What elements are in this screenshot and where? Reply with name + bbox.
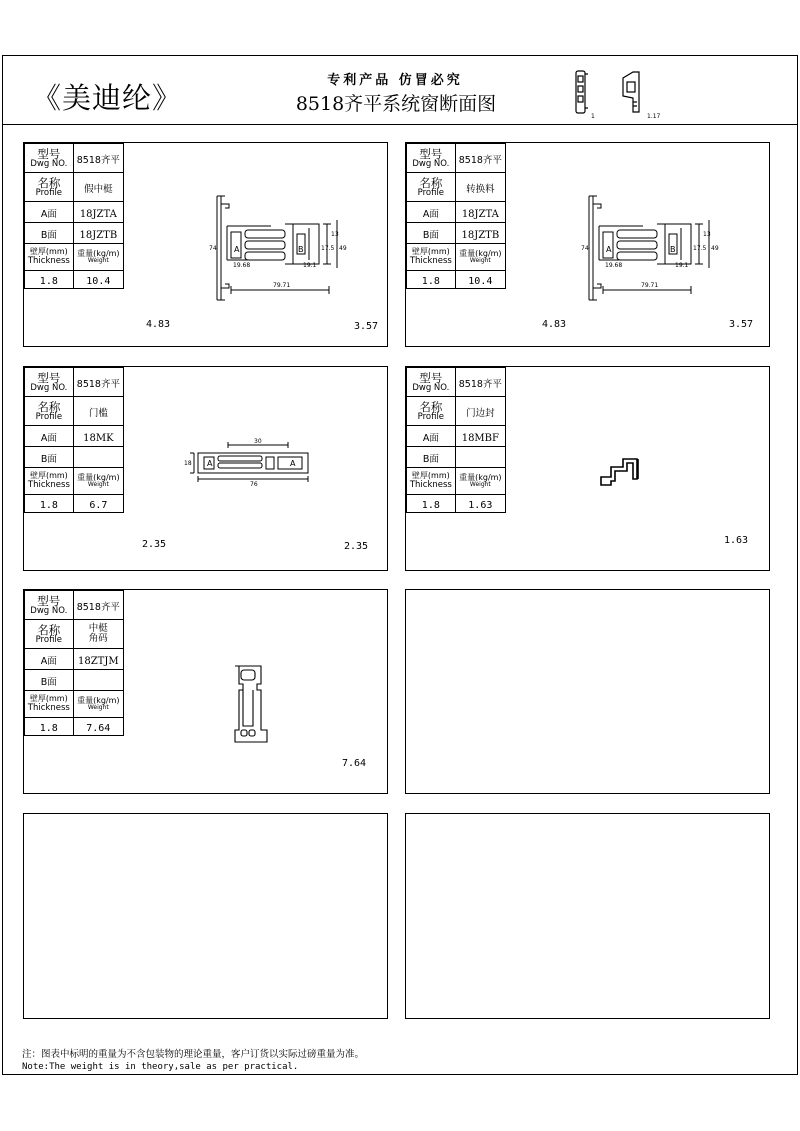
label-weight-en: Weight	[87, 704, 109, 712]
dim-label: A	[290, 459, 296, 468]
label-name-en: Profile	[417, 411, 445, 422]
label-weight: 重量(kg/m)	[77, 472, 120, 482]
profile-info-table	[406, 143, 506, 289]
label-name: 名称	[419, 399, 443, 414]
value-model: 8518齐平	[76, 378, 120, 390]
cross-section-drawing	[209, 188, 347, 308]
value-model: 8518齐平	[76, 601, 120, 613]
value-thickness: 1.8	[39, 500, 58, 511]
header-profile-icon-1	[576, 71, 588, 113]
dim-label: A	[234, 245, 240, 254]
value-weight: 6.7	[89, 500, 108, 511]
label-thickness-en: Thickness	[27, 702, 70, 713]
value-thickness: 1.8	[421, 276, 440, 287]
value-name: 门边封	[466, 407, 495, 419]
label-side-b: B面	[422, 229, 439, 241]
label-name-en: Profile	[35, 411, 63, 422]
label-model: 型号	[419, 370, 443, 385]
label-side-a: A面	[40, 655, 57, 667]
label-model-en: Dwg NO.	[412, 158, 450, 169]
label-thickness: 壁厚(mm)	[411, 247, 450, 257]
value-thickness: 1.8	[421, 500, 440, 511]
dim-label: 19.68	[233, 262, 251, 269]
label-model-en: Dwg NO.	[412, 382, 450, 393]
label-thickness-en: Thickness	[409, 479, 452, 490]
value-side-a: 18JZTA	[461, 208, 499, 220]
value-side-a: 18MBF	[461, 432, 499, 444]
dim-label: 13	[703, 231, 711, 238]
header-profile-icons	[567, 68, 697, 120]
dim-label: 76	[250, 481, 258, 488]
header-profile-icon-2	[623, 72, 639, 112]
label-weight: 重量(kg/m)	[459, 472, 502, 482]
dim-label: 19.1	[675, 262, 689, 269]
value-weight: 7.64	[86, 723, 111, 734]
footer-note-cn: 注：图表中标明的重量为不含包装物的理论重量，客户订货以实际过磅重量为准。	[22, 1049, 365, 1060]
label-thickness: 壁厚(mm)	[29, 694, 68, 704]
profile-info-table	[406, 367, 506, 513]
empty-panel	[23, 813, 388, 1019]
dim-label: 49	[339, 245, 347, 252]
dim-label: 74	[581, 245, 589, 252]
value-weight: 1.63	[468, 500, 493, 511]
patent-slogan: 专利产品 仿冒必究	[327, 73, 463, 88]
label-thickness-en: Thickness	[27, 255, 70, 266]
value-model: 8518齐平	[458, 378, 502, 390]
label-side-b: B面	[422, 453, 439, 465]
dim-label: 74	[209, 245, 217, 252]
label-name: 名称	[419, 175, 443, 190]
dim-label: B	[670, 245, 676, 254]
label-model-en: Dwg NO.	[30, 605, 68, 616]
value-name: 假中梃	[84, 183, 113, 195]
label-name-en: Profile	[417, 187, 445, 198]
label-weight-en: Weight	[87, 257, 109, 265]
value-side-b: 18JZTB	[79, 229, 118, 241]
dim-label: 19.68	[605, 262, 623, 269]
sheet-title: 8518齐平系统窗断面图	[295, 93, 497, 115]
dim-label: 79.71	[641, 282, 659, 289]
weight-mark-a: 2.35	[142, 539, 167, 550]
label-side-a: A面	[422, 432, 439, 444]
value-side-b: 18JZTB	[461, 229, 500, 241]
label-side-b: B面	[40, 229, 57, 241]
label-weight: 重量(kg/m)	[459, 248, 502, 258]
label-thickness-en: Thickness	[409, 255, 452, 266]
profile-panel-1	[23, 142, 388, 347]
value-weight: 10.4	[468, 276, 493, 287]
label-side-a: A面	[422, 208, 439, 220]
value-thickness: 1.8	[39, 723, 58, 734]
footer-note-en: Note:The weight is in theory,sale as per practical.	[22, 1062, 299, 1072]
dim-label: 49	[711, 245, 719, 252]
empty-panel	[405, 589, 770, 794]
value-name-line-2: 角码	[88, 633, 108, 644]
label-model-en: Dwg NO.	[30, 382, 68, 393]
dim-label: A	[207, 459, 213, 468]
value-thickness: 1.8	[39, 276, 58, 287]
profile-info-table	[24, 367, 124, 513]
dim-label: B	[298, 245, 304, 254]
profile-panel-3	[23, 366, 388, 571]
label-thickness: 壁厚(mm)	[411, 471, 450, 481]
weight-mark-b: 3.57	[354, 321, 379, 332]
label-thickness: 壁厚(mm)	[29, 247, 68, 257]
value-side-a: 18JZTA	[79, 208, 117, 220]
weight-mark-b: 2.35	[344, 541, 369, 552]
label-thickness: 壁厚(mm)	[29, 471, 68, 481]
profile-panel-5	[23, 589, 388, 794]
weight-mark-a: 4.83	[542, 319, 567, 330]
dim-label: 79.71	[273, 282, 291, 289]
label-weight-en: Weight	[469, 481, 491, 489]
cross-section-drawing	[184, 435, 324, 487]
dim-label: 17.5	[693, 245, 707, 252]
label-side-a: A面	[40, 208, 57, 220]
label-side-b: B面	[40, 676, 57, 688]
empty-panel	[405, 813, 770, 1019]
label-model: 型号	[37, 146, 61, 161]
label-side-b: B面	[40, 453, 57, 465]
value-side-a: 18MK	[83, 432, 114, 444]
value-name-line-1: 中梃	[88, 623, 108, 635]
value-weight: 10.4	[86, 276, 111, 287]
weight-mark-b: 3.57	[729, 319, 754, 330]
dim-label: 18	[184, 460, 192, 467]
value-name: 门槛	[88, 407, 108, 419]
label-name: 名称	[37, 399, 61, 414]
value-name: 转换料	[466, 183, 495, 195]
dim-label: 13	[331, 231, 339, 238]
label-side-a: A面	[40, 432, 57, 444]
brand-name: 《美迪纶》	[32, 81, 183, 115]
weight-mark-a: 4.83	[146, 319, 171, 330]
label-name: 名称	[37, 622, 61, 637]
label-name-en: Profile	[35, 187, 63, 198]
profile-panel-4	[405, 366, 770, 571]
value-side-a: 18ZTJM	[78, 655, 119, 667]
profile-panel-2	[405, 142, 770, 347]
label-model: 型号	[37, 593, 61, 608]
label-model: 型号	[419, 146, 443, 161]
cross-section-drawing	[598, 453, 648, 485]
value-model: 8518齐平	[76, 154, 120, 166]
label-weight-en: Weight	[87, 481, 109, 489]
profile-info-table	[24, 143, 124, 289]
cross-section-drawing	[563, 188, 733, 308]
label-name-en: Profile	[35, 634, 63, 645]
label-model: 型号	[37, 370, 61, 385]
dim-label: 19.1	[303, 262, 317, 269]
label-thickness-en: Thickness	[27, 479, 70, 490]
value-model: 8518齐平	[458, 154, 502, 166]
cross-section-drawing	[229, 660, 273, 746]
label-weight: 重量(kg/m)	[77, 695, 120, 705]
weight-mark-a: 7.64	[342, 758, 367, 769]
header-icon-label-2: 1.17	[647, 113, 661, 120]
header-divider	[2, 124, 798, 125]
profile-info-table	[24, 590, 124, 736]
label-weight: 重量(kg/m)	[77, 248, 120, 258]
label-name: 名称	[37, 175, 61, 190]
weight-mark-a: 1.63	[724, 535, 749, 546]
dim-label: A	[606, 245, 612, 254]
header-icon-label-1: 1	[591, 113, 595, 120]
dim-label: 30	[254, 438, 262, 445]
label-model-en: Dwg NO.	[30, 158, 68, 169]
dim-label: 17.5	[321, 245, 335, 252]
label-weight-en: Weight	[469, 257, 491, 265]
